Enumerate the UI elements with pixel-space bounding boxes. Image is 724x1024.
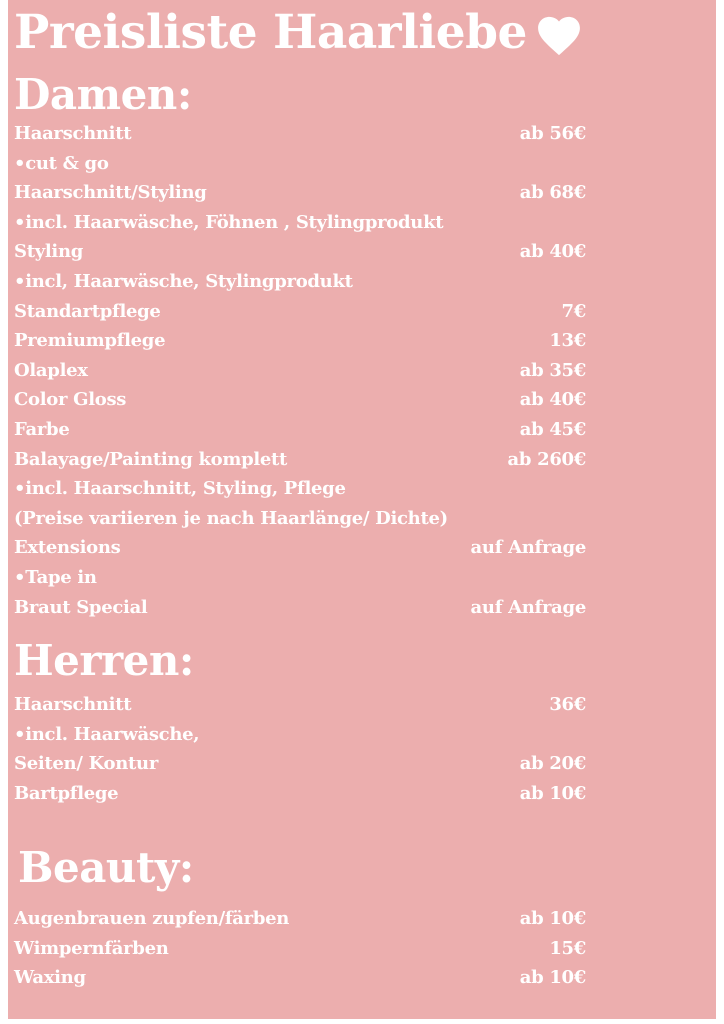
price-row xyxy=(14,297,586,326)
price-row xyxy=(14,749,586,778)
service-price: ab 10€ xyxy=(519,908,586,929)
price-row xyxy=(14,593,586,622)
service-name: Olaplex xyxy=(14,359,88,381)
page-title: Preisliste Haarliebe xyxy=(14,5,527,60)
service-name: Farbe xyxy=(14,419,70,440)
service-price: ab 260€ xyxy=(507,448,586,470)
service-price: ab 40€ xyxy=(519,241,586,263)
service-price: auf Anfrage xyxy=(470,537,586,559)
price-row xyxy=(14,504,586,533)
price-row xyxy=(14,445,586,474)
service-name: Balayage/Painting komplett xyxy=(14,448,288,470)
service-price: 7€ xyxy=(561,300,586,322)
service-name: Haarschnitt/Styling xyxy=(14,182,207,204)
service-name: (Preise variieren je nach Haarlänge/ Dichte) xyxy=(14,507,448,529)
price-row xyxy=(14,237,586,266)
service-name: •cut & go xyxy=(14,152,109,174)
service-price: 36€ xyxy=(549,694,586,715)
service-price: ab 10€ xyxy=(519,782,586,804)
price-row xyxy=(14,963,586,992)
price-row xyxy=(14,904,586,933)
service-name: Standartpflege xyxy=(14,300,161,322)
price-row xyxy=(14,474,586,503)
price-row xyxy=(14,149,586,178)
section-heading-damen: Damen: xyxy=(14,70,192,119)
service-price: ab 68€ xyxy=(519,182,586,204)
heart-icon xyxy=(537,16,581,56)
price-row xyxy=(14,356,586,385)
service-name: •incl. Haarwäsche, Föhnen , Stylingprodukt xyxy=(14,211,444,233)
service-name: Braut Special xyxy=(14,596,148,618)
section-heading-herren: Herren: xyxy=(14,636,194,685)
service-name: Wimpernfärben xyxy=(14,937,169,959)
service-name: •incl. Haarwäsche, xyxy=(14,723,200,745)
price-row xyxy=(14,690,586,719)
service-name: •Tape in xyxy=(14,567,97,588)
price-row xyxy=(14,208,586,237)
service-price: ab 20€ xyxy=(519,753,586,775)
price-row xyxy=(14,415,586,444)
service-name: •incl. Haarschnitt, Styling, Pflege xyxy=(14,478,346,500)
price-row xyxy=(14,563,586,592)
service-price: 15€ xyxy=(549,937,586,959)
price-row xyxy=(14,267,586,296)
price-row xyxy=(14,720,586,749)
service-price: ab 40€ xyxy=(519,389,586,411)
service-name: Haarschnitt xyxy=(14,694,132,715)
service-price: ab 56€ xyxy=(519,123,586,144)
service-price: 13€ xyxy=(549,330,586,352)
service-name: Bartpflege xyxy=(14,782,119,804)
price-row xyxy=(14,934,586,963)
price-row xyxy=(14,119,586,148)
service-name: Waxing xyxy=(14,967,86,989)
service-price: ab 10€ xyxy=(519,967,586,989)
price-list-sheet xyxy=(8,0,716,1019)
price-row xyxy=(14,533,586,562)
price-row xyxy=(14,326,586,355)
service-name: Haarschnitt xyxy=(14,123,132,144)
section-heading-beauty: Beauty: xyxy=(18,843,194,892)
service-name: Extensions xyxy=(14,537,121,559)
service-name: Color Gloss xyxy=(14,389,127,411)
service-price: auf Anfrage xyxy=(470,596,586,618)
service-price: ab 35€ xyxy=(519,359,586,381)
service-price: ab 45€ xyxy=(519,419,586,440)
price-row xyxy=(14,178,586,207)
service-name: Seiten/ Kontur xyxy=(14,753,159,775)
price-row xyxy=(14,779,586,808)
service-name: Styling xyxy=(14,241,84,263)
service-name: Premiumpflege xyxy=(14,330,166,352)
title-row xyxy=(14,2,581,64)
service-name: Augenbrauen zupfen/färben xyxy=(14,908,290,929)
price-row xyxy=(14,385,586,414)
service-name: •incl, Haarwäsche, Stylingprodukt xyxy=(14,271,353,292)
